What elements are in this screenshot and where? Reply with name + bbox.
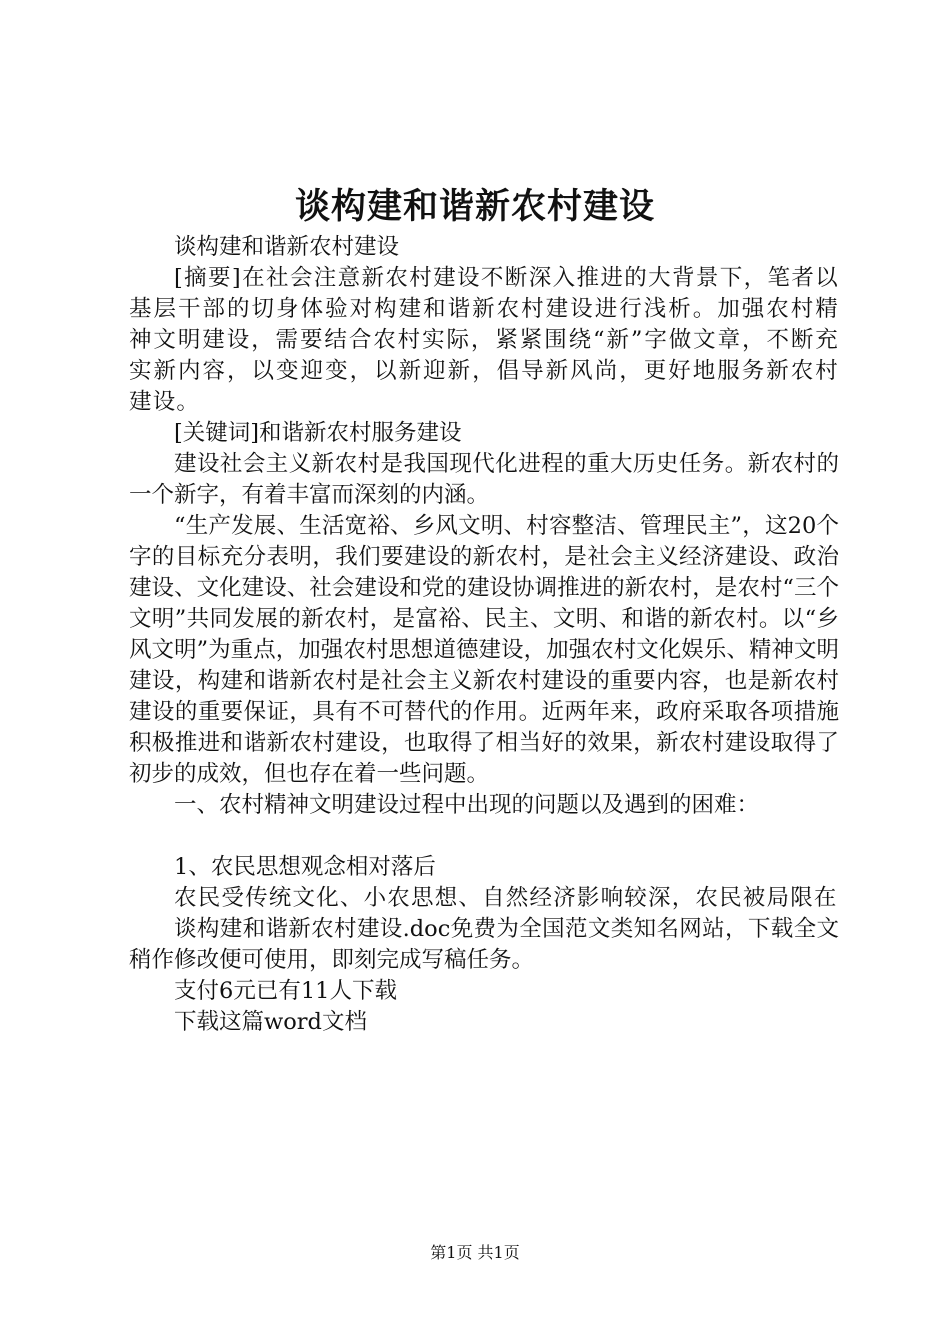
paragraph-farmer-thinking: 农民受传统文化、小农思想、自然经济影响较深，农民被局限在 <box>174 885 838 911</box>
section-heading-problems: 一、农村精神文明建设过程中出现的问题以及遇到的困难： <box>174 792 760 818</box>
download-word-link[interactable]: 下载这篇word文档 <box>174 1009 367 1035</box>
page-number-footer: 第1页 共1页 <box>430 1243 520 1262</box>
paragraph-intro: 建设社会主义新农村是我国现代化进程的重大历史任务。新农村的一个新字，有着丰富而深刻的内涵。 <box>129 451 839 508</box>
paragraph-main: “生产发展、生活宽裕、乡风文明、村容整洁、管理民主”，这20个字的目标充分表明，我们要建设的新农村，是社会主义经济建设、政治建设、文化建设、社会建设和党的建设协调推进的新农村，是农村“三个文明”共同发展的新农村，是富裕、民主、文明、和谐的新农村。以“乡风文明”为重点，加强农村思想道德建设，加强农村文化娱乐、精神文明建设，构建和谐新农村是社会主义新农村建设的重要内容，也是新农村建设的重要保证，具有不可替代的作用。近两年来，政府采取各项措施积极推进和谐新农村建设，也取得了相当好的效果，新农村建设取得了初步的成效，但也存在着一些问题。 <box>129 513 839 787</box>
paragraph-subtitle: 谈构建和谐新农村建设 <box>174 234 400 260</box>
blank-line <box>129 821 839 852</box>
paragraph-abstract: [摘要]在社会注意新农村建设不断深入推进的大背景下，笔者以基层干部的切身体验对构建和谐新农村建设进行浅析。加强农村精神文明建设，需要结合农村实际，紧紧围绕“新”字做文章，不断充实新内容，以变迎变，以新迎新，倡导新风尚，更好地服务新农村建设。 <box>129 265 839 415</box>
paragraph-keywords: [关键词]和谐新农村服务建设 <box>174 420 462 446</box>
document-body <box>129 232 839 1038</box>
paragraph-payment-info: 支付6元已有11人下载 <box>174 978 397 1004</box>
subheading-farmer-thinking: 1、农民思想观念相对落后 <box>174 854 436 880</box>
document-title: 谈构建和谐新农村建设 <box>294 187 655 227</box>
paragraph-download-promo: 谈构建和谐新农村建设.doc免费为全国范文类知名网站，下载全文稍作修改便可使用，即刻完成写稿任务。 <box>129 916 839 973</box>
